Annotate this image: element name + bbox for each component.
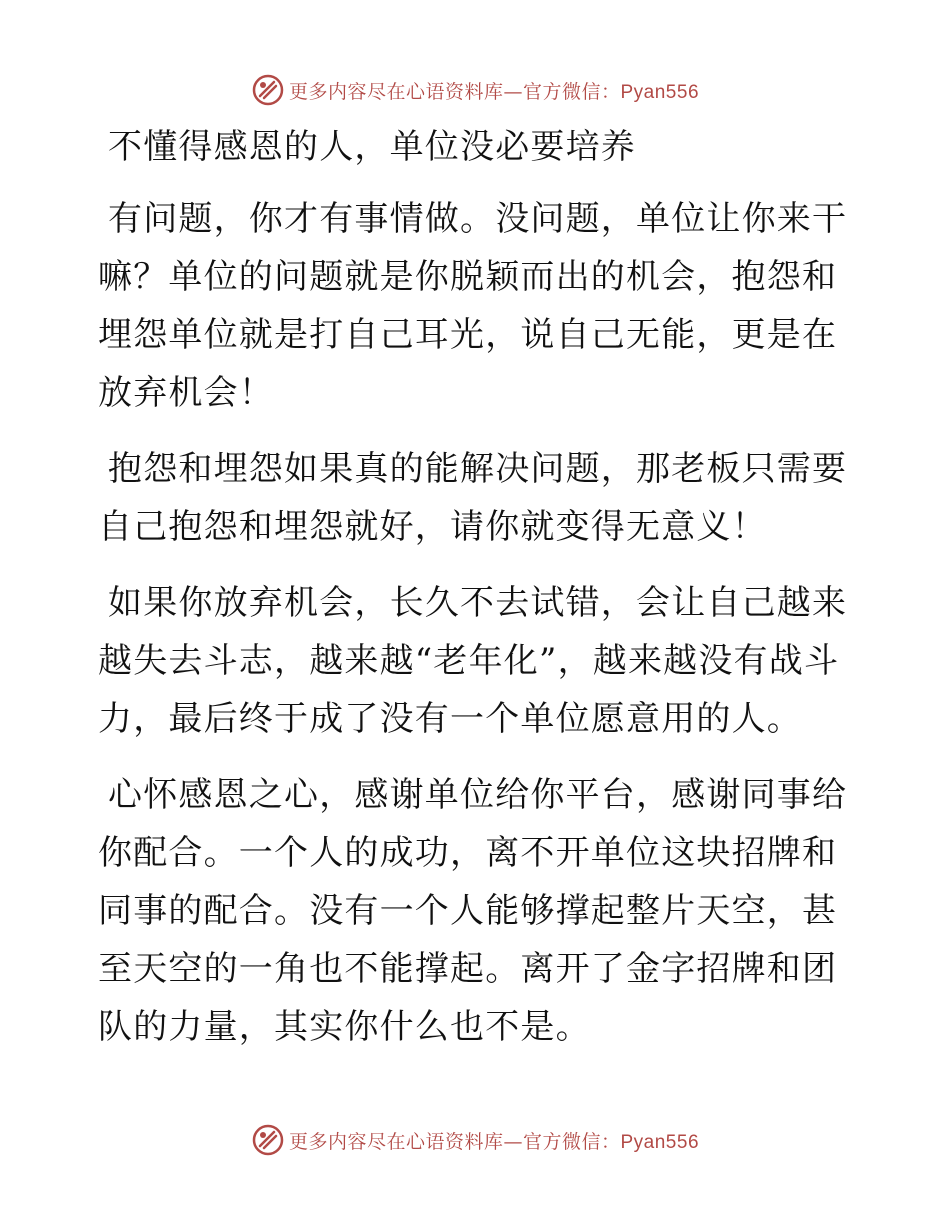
paragraph-3: 如果你放弃机会，长久不去试错，会让自己越来越失去斗志，越来越“老年化”，越来越没有战斗力，最后终于成了没有一个单位愿意用的人。	[98, 583, 848, 739]
footer-banner-text	[289, 1127, 699, 1154]
footer-banner	[0, 1120, 950, 1160]
document-title: 不懂得感恩的人，单位没必要培养	[108, 127, 636, 167]
header-banner-wechat-id: Pyan556	[620, 81, 700, 103]
header-banner	[0, 70, 950, 110]
paragraph-1: 有问题，你才有事情做。没问题，单位让你来干嘛？单位的问题就是你脱颖而出的机会，抱怨和埋怨单位就是打自己耳光，说自己无能，更是在放弃机会！	[98, 199, 848, 413]
paragraph-2: 抱怨和埋怨如果真的能解决问题，那老板只需要自己抱怨和埋怨就好，请你就变得无意义！	[98, 449, 848, 547]
footer-banner-wechat-id: Pyan556	[620, 1131, 700, 1153]
paragraph-4: 心怀感恩之心，感谢单位给你平台，感谢同事给你配合。一个人的成功，离不开单位这块招牌和同事的配合。没有一个人能够撑起整片天空，甚至天空的一角也不能撑起。离开了金字招牌和团队的力量，其实你什么也不是。	[98, 775, 848, 1047]
brand-logo-icon	[251, 1123, 285, 1157]
header-banner-text	[289, 77, 699, 104]
footer-banner-text-cn: 更多内容尽在心语资料库—官方微信：	[288, 1130, 621, 1153]
document-body	[98, 118, 858, 1074]
header-banner-text-cn: 更多内容尽在心语资料库—官方微信：	[288, 80, 621, 103]
brand-logo-icon	[251, 73, 285, 107]
